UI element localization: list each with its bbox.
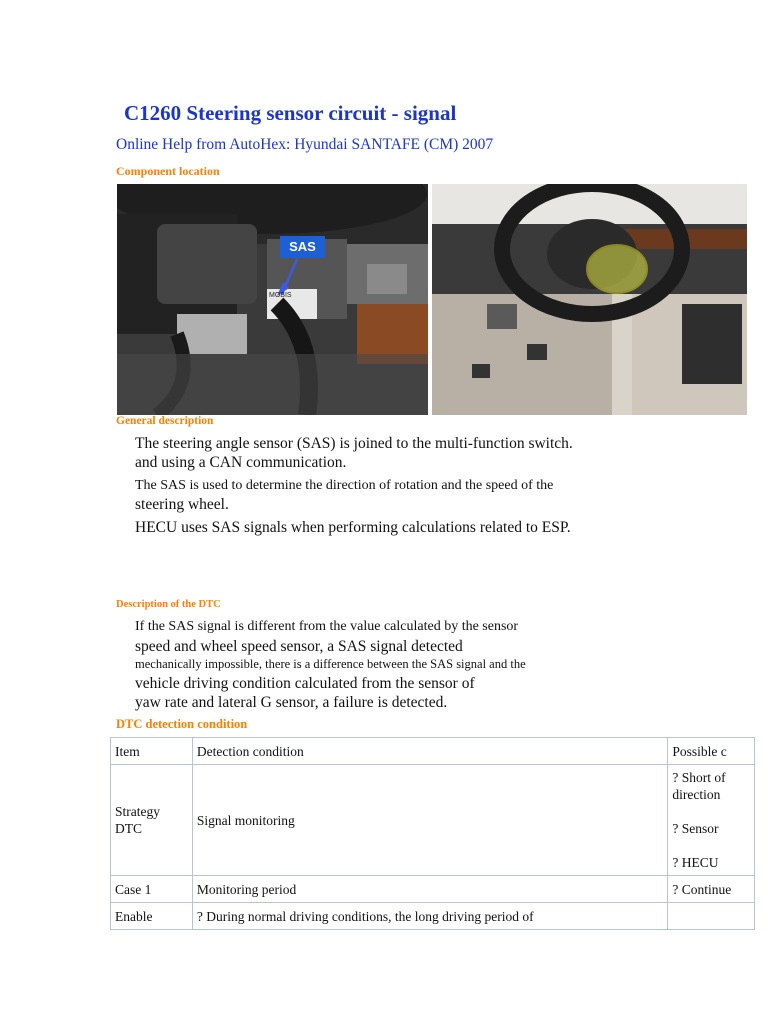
section-component-location: Component location — [116, 164, 220, 178]
dtc-description-line: mechanically impossible, there is a difference between the SAS signal and the — [135, 657, 526, 671]
cell-line: direction — [672, 787, 721, 802]
section-dtc-description: Description of the DTC — [116, 599, 221, 610]
table-row — [111, 876, 755, 903]
cell-line — [672, 803, 750, 820]
table-header-cell: Detection condition — [192, 738, 667, 765]
cell-line: DTC — [115, 821, 142, 836]
cell-line: ? HECU — [672, 855, 719, 870]
general-description-line: and using a CAN communication. — [135, 454, 347, 471]
table-header-cell: Item — [111, 738, 193, 765]
general-description-line: HECU uses SAS signals when performing calculations related to ESP. — [135, 519, 571, 536]
general-description-line: The steering angle sensor (SAS) is joined to the multi-function switch. — [135, 435, 573, 452]
table-cell-item — [111, 765, 193, 876]
dtc-detection-table — [110, 737, 755, 930]
general-description-line: steering wheel. — [135, 496, 229, 513]
page-title: C1260 Steering sensor circuit - signal — [124, 101, 457, 125]
mobis-sticker-text: MOBIS — [269, 292, 292, 299]
table-cell-possible — [668, 765, 755, 876]
table-cell-possible: ? Continue — [668, 876, 755, 903]
table-cell-condition: ? During normal driving conditions, the long driving period of — [192, 903, 667, 930]
section-general-description: General description — [116, 415, 214, 427]
table-cell-item: Enable — [111, 903, 193, 930]
dtc-description-line: yaw rate and lateral G sensor, a failure is detected. — [135, 694, 448, 711]
section-dtc-detection: DTC detection condition — [116, 717, 248, 731]
dtc-description-line: If the SAS signal is different from the value calculated by the sensor — [135, 619, 519, 634]
cell-line — [672, 837, 750, 854]
table-cell-item: Case 1 — [111, 876, 193, 903]
dtc-description-line: vehicle driving condition calculated from the sensor of — [135, 675, 475, 692]
table-row — [111, 903, 755, 930]
cell-line: ? Short of — [672, 770, 726, 785]
general-description-line: The SAS is used to determine the direction of rotation and the speed of the — [135, 478, 554, 493]
table-row — [111, 765, 755, 876]
table-cell-possible — [668, 903, 755, 930]
table-header-row — [111, 738, 755, 765]
table-header-cell: Possible c — [668, 738, 755, 765]
page-subtitle: Online Help from AutoHex: Hyundai SANTAFE (CM) 2007 — [116, 136, 494, 153]
table-cell-condition: Monitoring period — [192, 876, 667, 903]
cell-line: ? Sensor — [672, 821, 719, 836]
cell-line: Strategy — [115, 804, 160, 819]
sas-label-badge: SAS — [289, 239, 316, 254]
table-cell-condition: Signal monitoring — [192, 765, 667, 876]
dtc-description-line: speed and wheel speed sensor, a SAS signal detected — [135, 638, 463, 655]
